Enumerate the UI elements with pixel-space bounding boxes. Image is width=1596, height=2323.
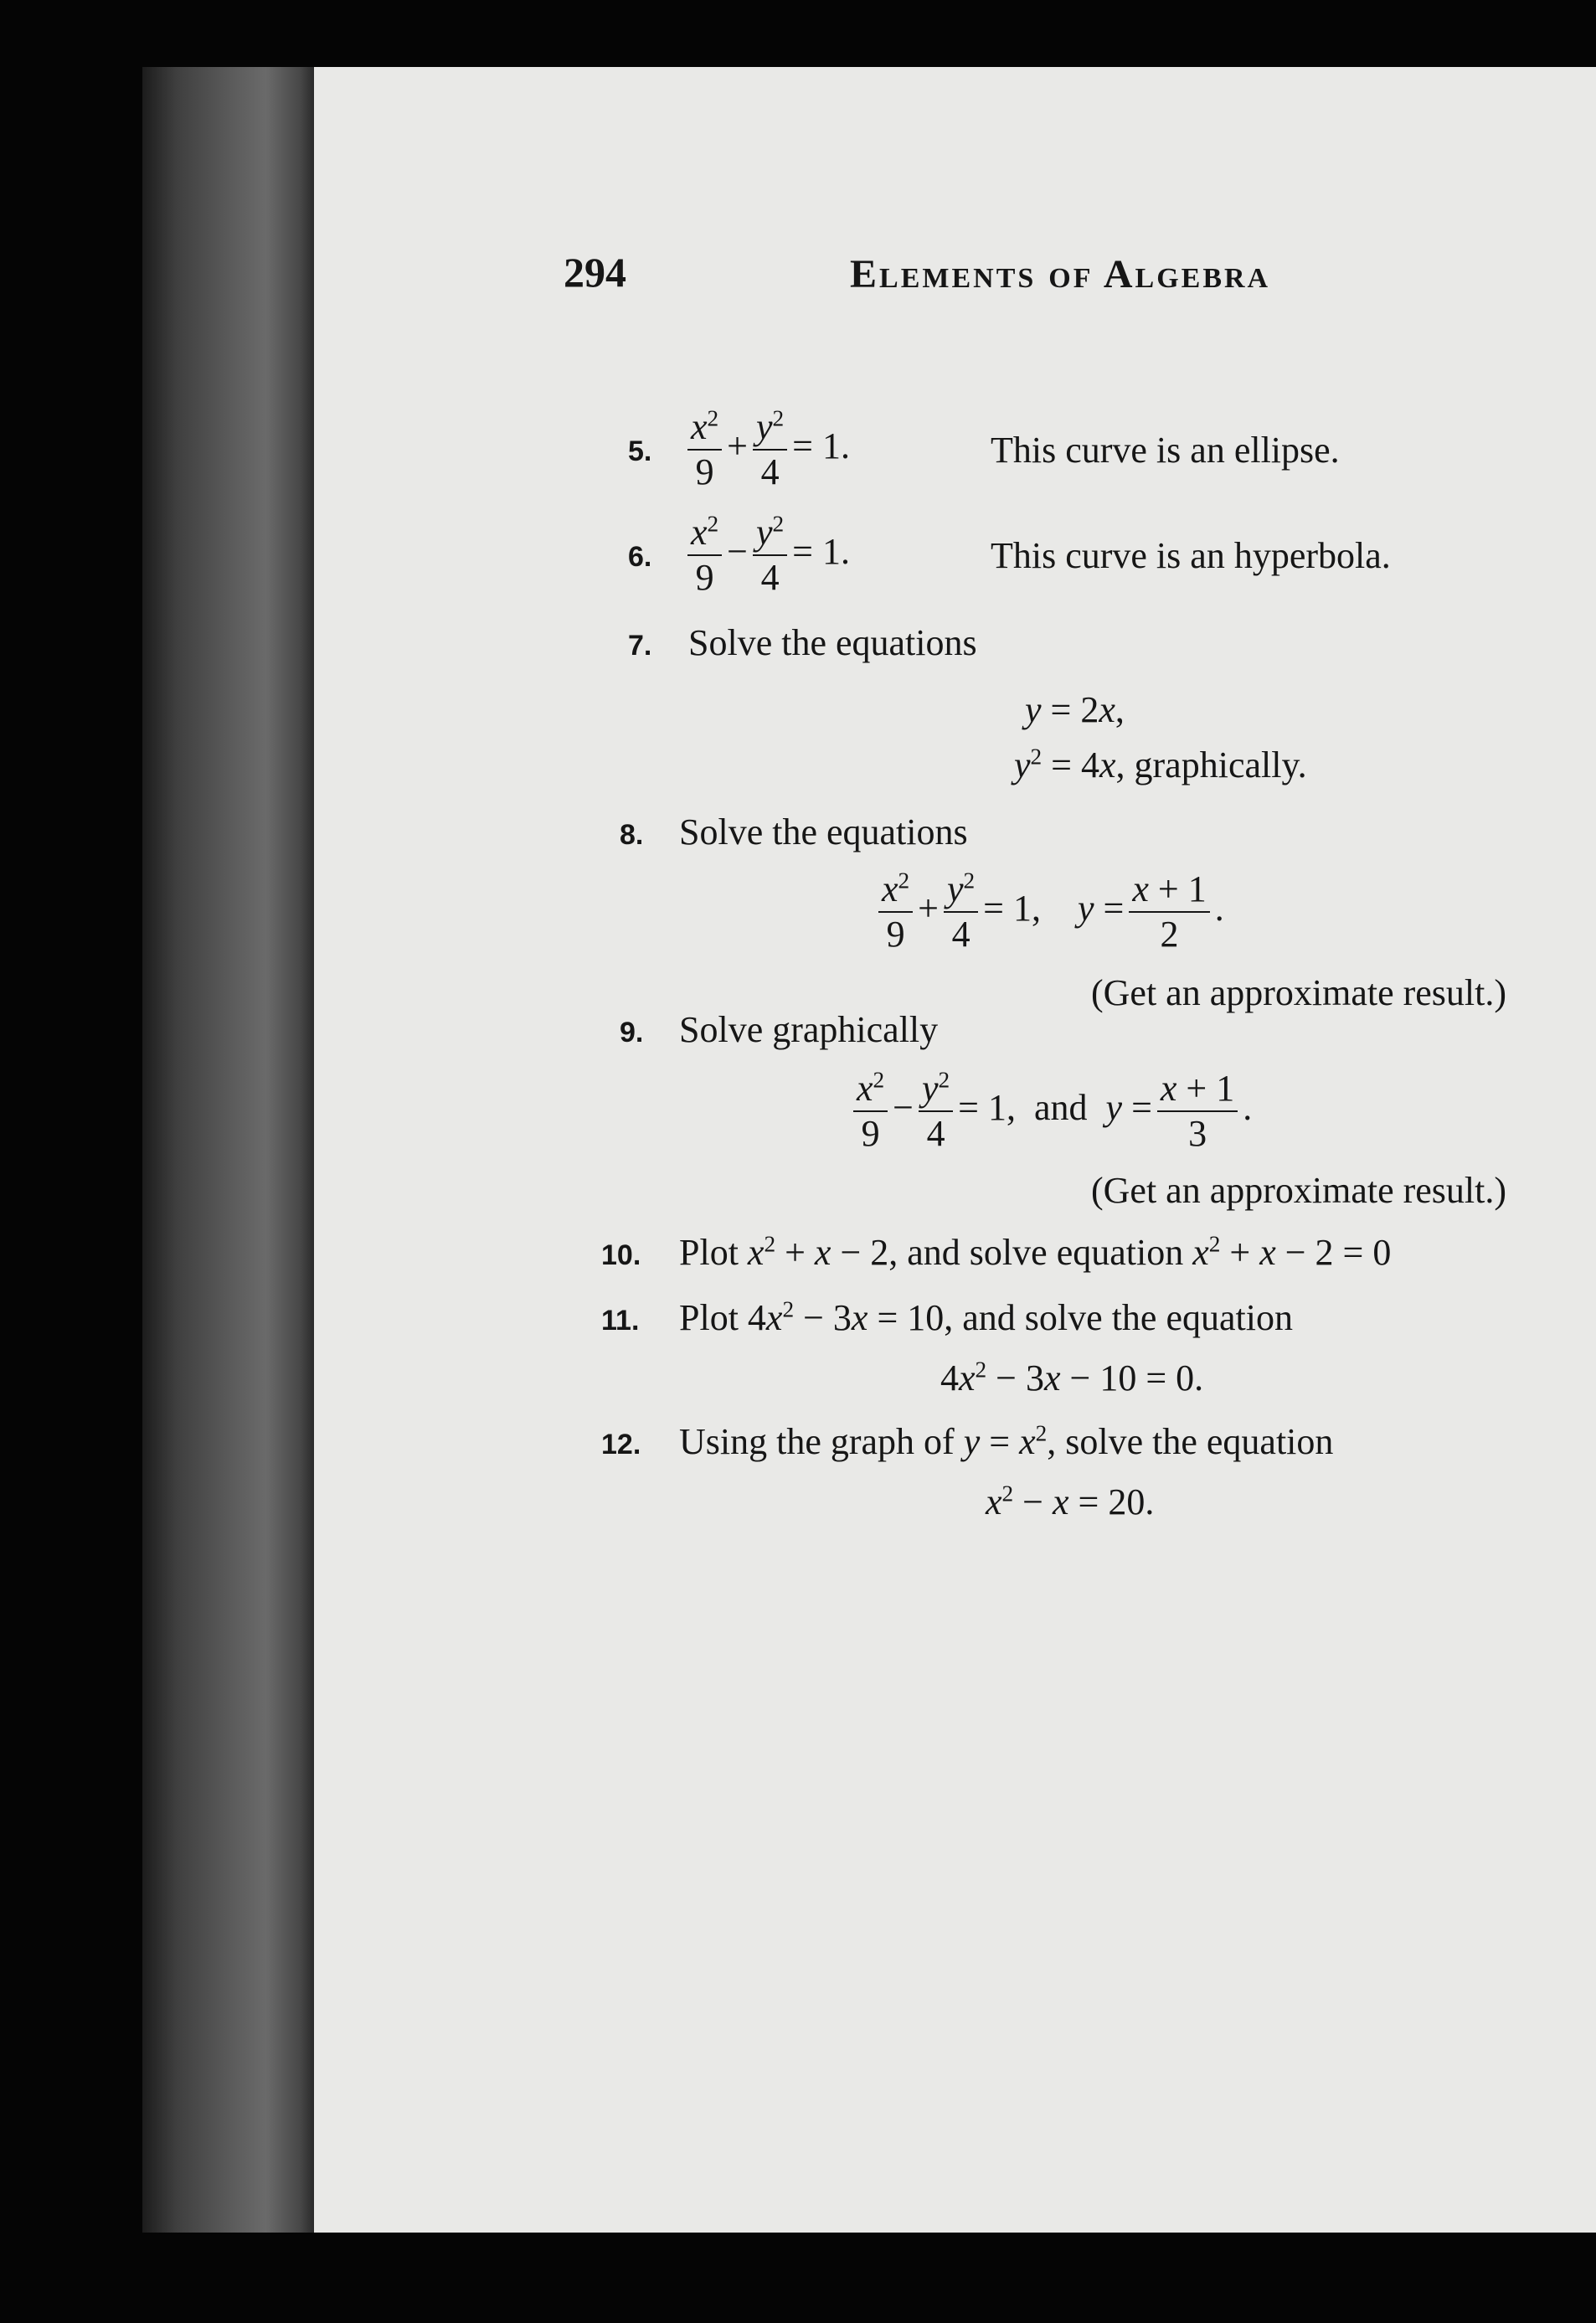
problem-5-equation: $\frac{x^2}{9}$ + $\frac{y^2}{4}$ = 1.: [682, 409, 850, 491]
problem-6-note: This curve is an hyperbola.: [991, 535, 1391, 576]
problem-8-text: Solve the equations: [679, 811, 968, 852]
running-title: Elements of Algebra: [850, 252, 1271, 296]
problem-11-equation: $4x^2 - 3x - 10 = 0$.: [940, 1357, 1204, 1398]
problem-9-number: 9.: [620, 1017, 644, 1048]
problem-12-number: 12.: [601, 1429, 641, 1460]
problem-9-equation: $\frac{x^2}{9}$ − $\frac{y^2}{4}$ = 1, and y = $\frac{x + 1}{3}$ .: [848, 1070, 1252, 1152]
problem-11-number: 11.: [601, 1305, 640, 1337]
problem-10-number: 10.: [601, 1239, 641, 1271]
problem-12-equation: $x^2 - x = 20$.: [986, 1481, 1155, 1522]
problem-7-number: 7.: [628, 630, 652, 662]
problem-7-equation-2: $y^2 = 4x$, graphically.: [1014, 744, 1307, 785]
book-spine: [142, 67, 314, 2233]
problem-7-equation-1: y = 2x,: [1025, 689, 1125, 730]
problem-11-line: Plot $4x^2 - 3x = 10$, and solve the equation: [679, 1296, 1293, 1338]
problem-6-number: 6.: [628, 541, 652, 573]
problem-5-number: 5.: [628, 435, 652, 467]
book-page: [314, 67, 1596, 2233]
problem-8-note: (Get an approximate result.): [1091, 972, 1507, 1013]
problem-9-note: (Get an approximate result.): [1091, 1170, 1507, 1211]
problem-10-line: Plot $x^2 + x - 2$, and solve equation $x^2 + x - 2 = 0$: [679, 1231, 1392, 1273]
problem-6-equation: $\frac{x^2}{9}$ − $\frac{y^2}{4}$ = 1.: [682, 514, 850, 596]
problem-5-note: This curve is an ellipse.: [991, 430, 1340, 471]
problem-9-text: Solve graphically: [679, 1009, 939, 1050]
problem-12-line: Using the graph of $y = x^2$, solve the equation: [679, 1420, 1334, 1462]
page-number: 294: [564, 249, 626, 296]
problem-8-equation: $\frac{x^2}{9}$ + $\frac{y^2}{4}$ = 1, y = $\frac{x + 1}{2}$ .: [873, 871, 1224, 953]
problem-8-number: 8.: [620, 819, 644, 851]
problem-7-text: Solve the equations: [688, 622, 977, 663]
